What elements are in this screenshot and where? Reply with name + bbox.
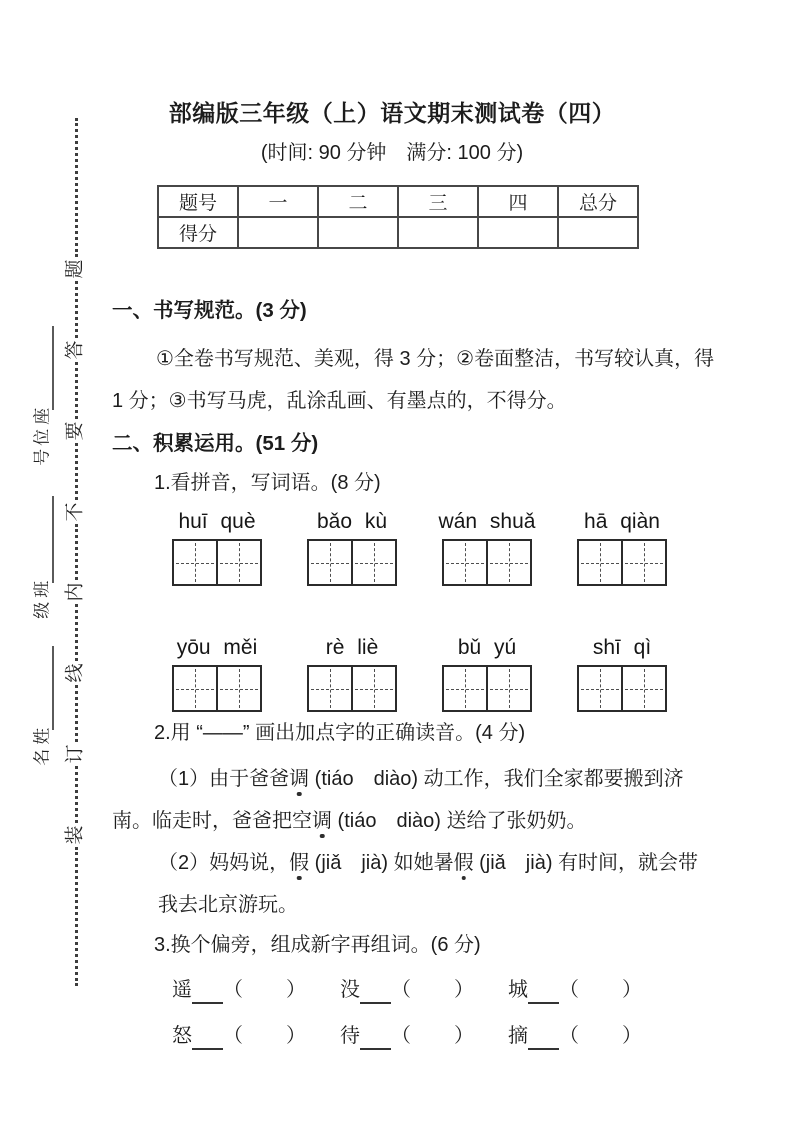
q3-source-char: 城 (508, 979, 528, 1001)
emphasized-char: 假 (289, 852, 310, 874)
pinyin-word-group (438, 508, 536, 586)
tianzige-grid (577, 665, 667, 712)
vertical-label-char: 级 (31, 601, 51, 619)
section1-heading: 一、书写规范。(3 分) (112, 299, 307, 322)
seal-dots-segment (75, 362, 78, 419)
paren-open: （ (223, 979, 243, 1001)
paren-close: ） (286, 979, 306, 1001)
sentence-text: （1）由于爸爸 (158, 768, 290, 790)
pinyin-label: bǎo kù (316, 510, 388, 533)
question3-label: 3.换个偏旁，组成新字再组词。(6 分) (154, 934, 481, 956)
word-answer-blank[interactable] (411, 980, 454, 1004)
table-header-cell: 二 (318, 186, 398, 217)
pinyin-word-group (171, 508, 263, 586)
sentence-text: (jiǎ jià) 有时间，就会带 (473, 852, 699, 874)
tianzige-cell[interactable] (486, 539, 532, 586)
tianzige-grid (442, 665, 532, 712)
page-subtitle: (时间: 90 分钟 满分: 100 分) (260, 142, 524, 164)
tianzige-grid (577, 539, 667, 586)
paren-close: ） (454, 1025, 474, 1047)
pinyin-word-group (576, 508, 668, 586)
paren-close: ） (454, 979, 474, 1001)
seal-dotted-line (64, 118, 88, 986)
paren-open: （ (559, 1025, 579, 1047)
tianzige-cell[interactable] (216, 539, 262, 586)
section2-heading: 二、积累运用。(51 分) (112, 432, 319, 455)
test-paper (112, 0, 715, 1050)
word-answer-blank[interactable] (243, 980, 286, 1004)
paren-close: ） (622, 1025, 642, 1047)
question2-item1-line2 (112, 800, 672, 842)
paren-open: （ (559, 979, 579, 1001)
q3-item (172, 1022, 306, 1050)
sentence-text: (tiáo diào) 送给了张奶奶。 (332, 810, 587, 832)
q3-source-char: 怒 (172, 1025, 192, 1047)
pinyin-word-group (576, 634, 668, 712)
paren-close: ） (622, 979, 642, 1001)
q3-source-char: 没 (340, 979, 360, 1001)
question2-item2-line1 (112, 842, 699, 884)
seat-number-blank[interactable] (52, 326, 54, 410)
q3-item (508, 976, 642, 1004)
pinyin-word-group (306, 508, 398, 586)
q3-item (340, 1022, 474, 1050)
score-cell[interactable] (398, 217, 478, 248)
tianzige-cell[interactable] (172, 665, 218, 712)
section1-text-line: 1 分；③书写马虎，乱涂乱画、有墨点的，不得分。 (112, 390, 567, 412)
score-cell[interactable] (558, 217, 638, 248)
tianzige-grid (172, 539, 262, 586)
seal-char: 订 (64, 744, 86, 764)
tianzige-grid (442, 539, 532, 586)
pinyin-label: rè liè (325, 636, 379, 659)
class-label (28, 579, 56, 620)
vertical-label-char: 名 (31, 748, 51, 766)
seal-dots-segment (75, 281, 78, 338)
score-cell[interactable] (318, 217, 398, 248)
word-answer-blank[interactable] (243, 1026, 286, 1050)
score-table-score-row (158, 217, 638, 248)
tianzige-grid (172, 665, 262, 712)
sentence-text: (jiǎ jià) 如她暑 (309, 852, 454, 874)
vertical-label-char: 班 (31, 580, 51, 598)
question2-item2-line2 (112, 884, 672, 926)
new-char-blank[interactable] (528, 980, 559, 1004)
score-cell[interactable] (238, 217, 318, 248)
pinyin-label: shī qì (592, 636, 652, 659)
q3-item (172, 976, 306, 1004)
pinyin-label: wán shuǎ (438, 510, 536, 533)
vertical-label-char: 位 (31, 428, 51, 446)
seal-dots-segment (75, 604, 78, 661)
new-char-blank[interactable] (360, 980, 391, 1004)
question3-row (112, 1018, 672, 1050)
tianzige-grid (307, 665, 397, 712)
new-char-blank[interactable] (192, 1026, 223, 1050)
pinyin-label: hā qiàn (584, 510, 660, 533)
q3-source-char: 遥 (172, 979, 192, 1001)
seal-dots-segment (75, 524, 78, 581)
seal-dots-segment (75, 685, 78, 742)
score-cell[interactable] (478, 217, 558, 248)
vertical-label-char: 姓 (31, 727, 51, 745)
tianzige-cell[interactable] (351, 539, 397, 586)
tianzige-cell[interactable] (621, 665, 667, 712)
tianzige-cell[interactable] (216, 665, 262, 712)
emphasized-char: 调 (312, 810, 332, 832)
new-char-blank[interactable] (360, 1026, 391, 1050)
seal-char: 题 (64, 259, 86, 279)
score-table (157, 185, 639, 249)
question3-row (112, 972, 672, 1004)
tianzige-grid (307, 539, 397, 586)
table-header-cell: 一 (238, 186, 318, 217)
word-answer-blank[interactable] (411, 1026, 454, 1050)
table-header-cell: 四 (478, 186, 558, 217)
vertical-label-char: 号 (31, 448, 51, 466)
seal-dots-segment (75, 118, 78, 257)
sentence-text: （2）妈妈说， (158, 852, 290, 874)
name-blank[interactable] (52, 646, 54, 730)
tianzige-cell[interactable] (307, 665, 353, 712)
seat-number-label (28, 406, 56, 468)
sentence-text: (tiáo diào) 动工作，我们全家都要搬到济 (309, 768, 684, 790)
pinyin-word-group (306, 634, 398, 712)
name-label (28, 726, 56, 767)
table-header-cell: 题号 (158, 186, 238, 217)
tianzige-cell[interactable] (621, 539, 667, 586)
tianzige-cell[interactable] (172, 539, 218, 586)
pinyin-word-group (441, 634, 533, 712)
tianzige-cell[interactable] (577, 539, 623, 586)
paren-close: ） (286, 1025, 306, 1047)
new-char-blank[interactable] (192, 980, 223, 1004)
emphasized-char: 调 (289, 768, 310, 790)
seal-char: 不 (64, 502, 86, 522)
seal-dots-segment (75, 443, 78, 500)
paren-open: （ (391, 979, 411, 1001)
pinyin-label: yōu měi (176, 636, 258, 659)
question1-label: 1.看拼音，写词语。(8 分) (154, 472, 381, 494)
word-answer-blank[interactable] (579, 1026, 622, 1050)
page-title: 部编版三年级（上）语文期末测试卷（四） (168, 100, 616, 126)
score-row-label: 得分 (158, 217, 238, 248)
table-header-cell: 三 (398, 186, 478, 217)
paren-open: （ (391, 1025, 411, 1047)
seal-dots-segment (75, 847, 78, 986)
pinyin-word-group (171, 634, 263, 712)
seal-char: 答 (64, 340, 86, 360)
q3-item (340, 976, 474, 1004)
tianzige-cell[interactable] (307, 539, 353, 586)
seal-dots-segment (75, 766, 78, 823)
question2-item1-line1 (112, 758, 684, 800)
tianzige-cell[interactable] (442, 539, 488, 586)
sentence-text: 南。临走时，爸爸把空 (112, 810, 312, 832)
emphasized-char: 假 (453, 852, 474, 874)
pinyin-grid-row (112, 634, 672, 712)
seal-char: 要 (64, 421, 86, 441)
vertical-label-char: 座 (31, 407, 51, 425)
tianzige-cell[interactable] (486, 665, 532, 712)
q3-item (508, 1022, 642, 1050)
question2-label: 2.用 “——” 画出加点字的正确读音。(4 分) (154, 722, 526, 744)
tianzige-cell[interactable] (442, 665, 488, 712)
score-table-header-row (158, 186, 638, 217)
q3-source-char: 待 (340, 1025, 360, 1047)
q3-source-char: 摘 (508, 1025, 528, 1047)
tianzige-cell[interactable] (351, 665, 397, 712)
class-blank[interactable] (52, 496, 54, 583)
seal-char: 装 (64, 825, 86, 845)
sentence-text: 我去北京游玩。 (158, 894, 298, 916)
table-header-cell: 总分 (558, 186, 638, 217)
new-char-blank[interactable] (528, 1026, 559, 1050)
seal-char: 线 (64, 663, 86, 683)
pinyin-label: huī què (178, 510, 256, 533)
tianzige-cell[interactable] (577, 665, 623, 712)
section1-text-line: ①全卷书写规范、美观，得 3 分；②卷面整洁，书写较认真，得 (156, 348, 715, 370)
pinyin-label: bǔ yú (457, 636, 517, 659)
word-answer-blank[interactable] (579, 980, 622, 1004)
paren-open: （ (223, 1025, 243, 1047)
seal-char: 内 (64, 582, 86, 602)
pinyin-grid-row (112, 508, 672, 586)
